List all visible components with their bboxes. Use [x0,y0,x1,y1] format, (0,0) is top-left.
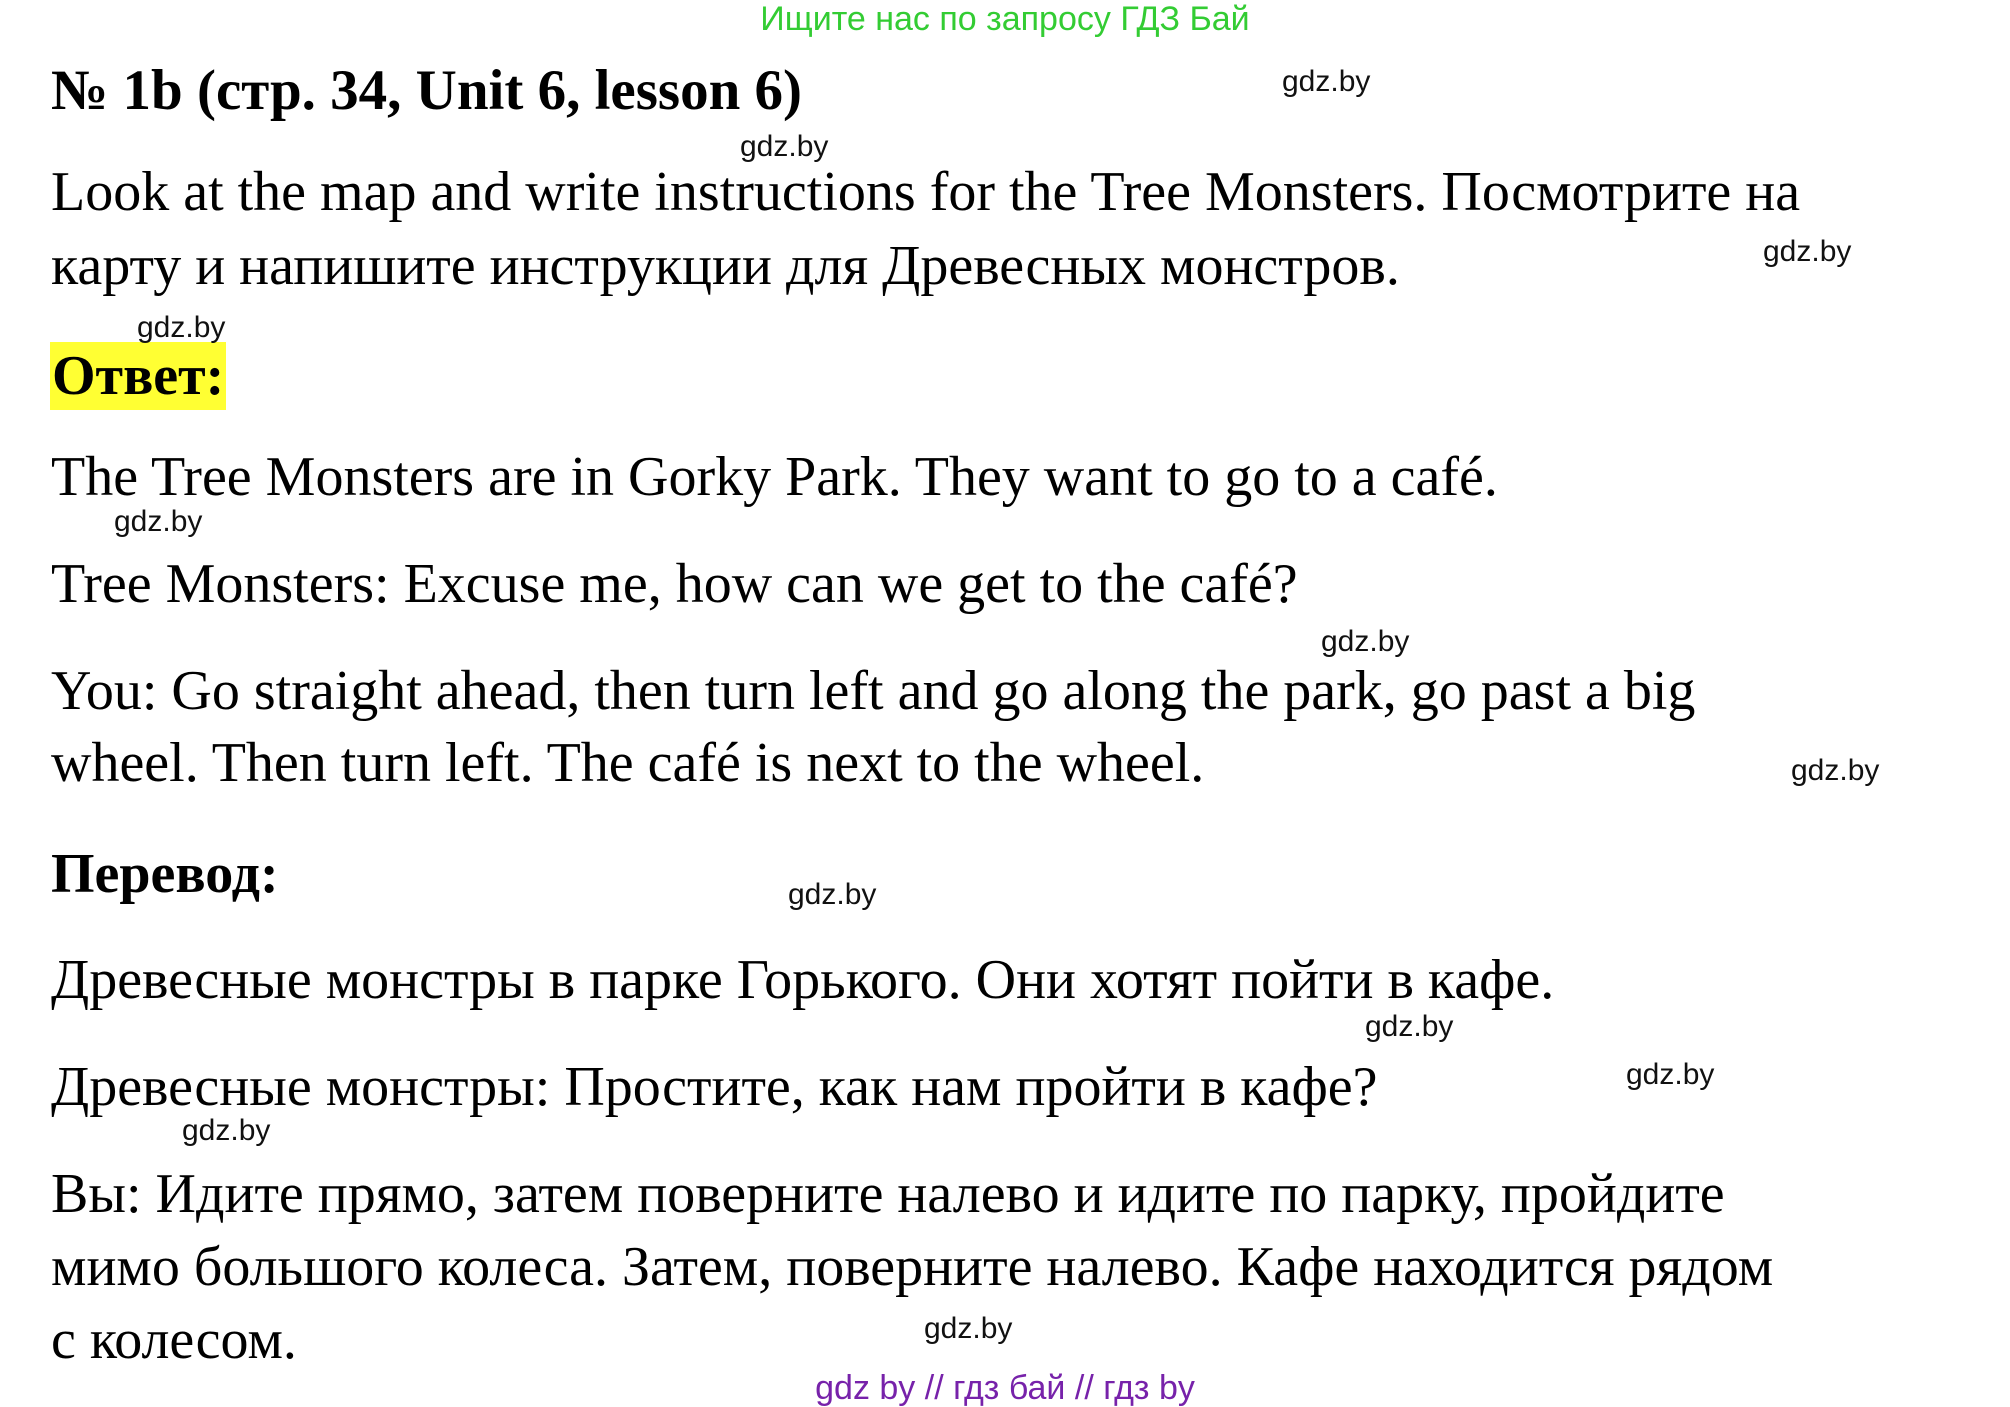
translation-line-4: мимо большого колеса. Затем, поверните налево. Кафе находится рядом [51,1236,1774,1298]
task-line-1: Look at the map and write instructions for the Tree Monsters. Посмотрите на [51,161,1801,223]
watermark: gdz.by [1282,65,1371,98]
translation-label: Перевод: [51,843,279,905]
task-line-2: карту и напишите инструкции для Древесных монстров. [51,235,1400,297]
answer-line-1: The Tree Monsters are in Gorky Park. They want to go to a café. [51,446,1498,508]
answer-line-4: wheel. Then turn left. The café is next to the wheel. [51,732,1205,794]
watermark: gdz.by [1365,1010,1454,1043]
watermark: gdz.by [137,311,226,344]
translation-line-5: с колесом. [51,1309,297,1371]
exercise-title: № 1b (стр. 34, Unit 6, lesson 6) [51,59,803,122]
watermark: gdz.by [1763,235,1852,268]
watermark: gdz.by [182,1114,271,1147]
translation-line-1: Древесные монстры в парке Горького. Они хотят пойти в кафе. [51,949,1555,1011]
watermark: gdz.by [1626,1058,1715,1091]
watermark: gdz.by [114,505,203,538]
answer-line-2: Tree Monsters: Excuse me, how can we get to the café? [51,553,1298,615]
watermark: gdz.by [1321,625,1410,658]
watermark: gdz.by [788,878,877,911]
answer-line-3: You: Go straight ahead, then turn left and go along the park, go past a big [51,660,1696,722]
footer-links: gdz by // гдз бай // гдз by [815,1369,1195,1407]
top-banner: Ищите нас по запросу ГДЗ Бай [760,0,1250,38]
watermark: gdz.by [1791,754,1880,787]
translation-line-3: Вы: Идите прямо, затем поверните налево и идите по парку, пройдите [51,1163,1725,1225]
watermark: gdz.by [924,1312,1013,1345]
watermark: gdz.by [740,130,829,163]
translation-line-2: Древесные монстры: Простите, как нам пройти в кафе? [51,1056,1378,1118]
answer-label: Ответ: [50,342,226,410]
